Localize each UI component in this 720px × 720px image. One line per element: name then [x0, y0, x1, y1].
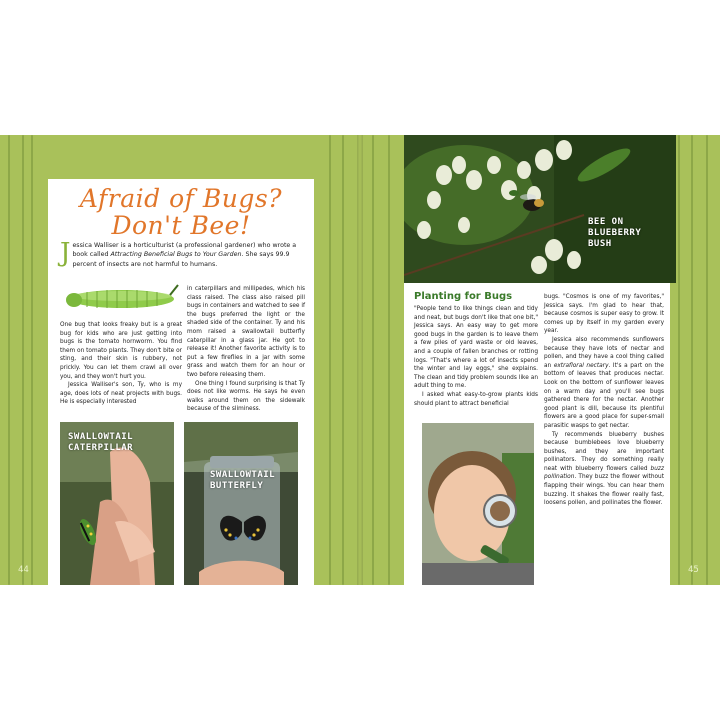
drop-cap: J [60, 238, 71, 268]
butterfly-jar-photo [184, 422, 298, 585]
bee-blueberry-photo [404, 135, 676, 283]
boy-magnifier-photo [422, 423, 534, 585]
intro-paragraph: J essica Walliser is a horticulturist (a professional gardener) who wrote a book called Attracting Beneficial Bugs to Your Garden. She says 99.9 percent of insects are not harmful to humans. [60, 238, 297, 268]
page-number-right: 45 [688, 565, 699, 575]
caterpillar-label-line2: CATERPILLAR [68, 443, 134, 453]
bee-label-line2: BLUEBERRY [588, 228, 642, 238]
left-column-2: in caterpillars and millipedes, which his class raised. The class also raised pill bugs in containers and watched to see if the bugs preferred the light or the shaded side of the container. Ty and his mom raised a swallowtail butterfly caterpillar in a glass jar. He got to release it! Another favorite activity is to put a few fireflies in a jar with some grass and watch them for an hour or two before releasing them. One thing I found surprising is that Ty does not like worms. He says he even walks around them on the sidewalk because of the sliminess. [187, 286, 305, 413]
article-title-line1: Afraid of Bugs? [79, 184, 283, 213]
page-number-left: 44 [18, 565, 29, 575]
caterpillar-label-line1: SWALLOWTAIL [68, 432, 134, 442]
hornworm-image [62, 279, 180, 313]
right-page [360, 135, 720, 585]
right-column-1: "People tend to like things clean and tidy and neat, but bugs don't like that one bit," Jessica says. An easy way to get more good bugs in the garden is to leave them a few piles of yard waste or old leaves, and a couple of fallen branches or rotting logs. "That's where a lot of insects spend the winter and lay eggs," she explains. The clean and tidy problem sounds like an adult thing to me. I asked what easy-to-grow plants kids should plant to attract beneficial [414, 306, 538, 407]
left-page [0, 135, 360, 585]
bee-label-line3: BUSH [588, 239, 612, 249]
right-column-2: bugs. "Cosmos is one of my favorites," Jessica says. I'm glad to hear that, because cosmos is super easy to grow. It comes up by itself in my garden every year. Jessica also recommends sunflowers because they have lots of nectar and pollen, and they have a cool thing called an extrafloral nectary. It's a part on the bottom of leaves that produces nectar. Look on the bottom of sunflower leaves on a warm day and you'll see bugs gathered there for the nectar. Another good plant is dill, because its plentiful flowers are a good place for super-small parasitic wasps to get nectar. Ty recommends blueberry bushes because bumblebees love blueberry bushes, and they are important pollinators. They do something really neat with blueberry flowers called buzz pollination. They buzz the flower without flapping their wings. You can hear them buzzing. It shakes the flower really fast, loosens pollen, and pollinates the flower. [544, 294, 664, 507]
article-title-line2: Don't Bee! [111, 211, 251, 240]
book-gutter [357, 135, 363, 585]
section-heading: Planting for Bugs [414, 291, 513, 302]
book-spread [0, 135, 720, 585]
left-column-1: One bug that looks freaky but is a great bug for kids who are just getting into bugs is the tomato hornworm. You find them on tomato plants. They don't bite or sting, and their skin is rubbery, not prickly. You can let them crawl all over you, and they won't hurt you. Jessica Walliser's son, Ty, who is my age, does lots of neat projects with bugs. He is especially interested [60, 322, 182, 406]
caterpillar-photo [60, 422, 174, 585]
book-title: Attracting Beneficial Bugs to Your Garden [110, 251, 242, 259]
bee-label-line1: BEE ON [588, 217, 624, 227]
butterfly-label-line1: SWALLOWTAIL [210, 470, 276, 480]
butterfly-label-line2: BUTTERFLY [210, 481, 264, 491]
